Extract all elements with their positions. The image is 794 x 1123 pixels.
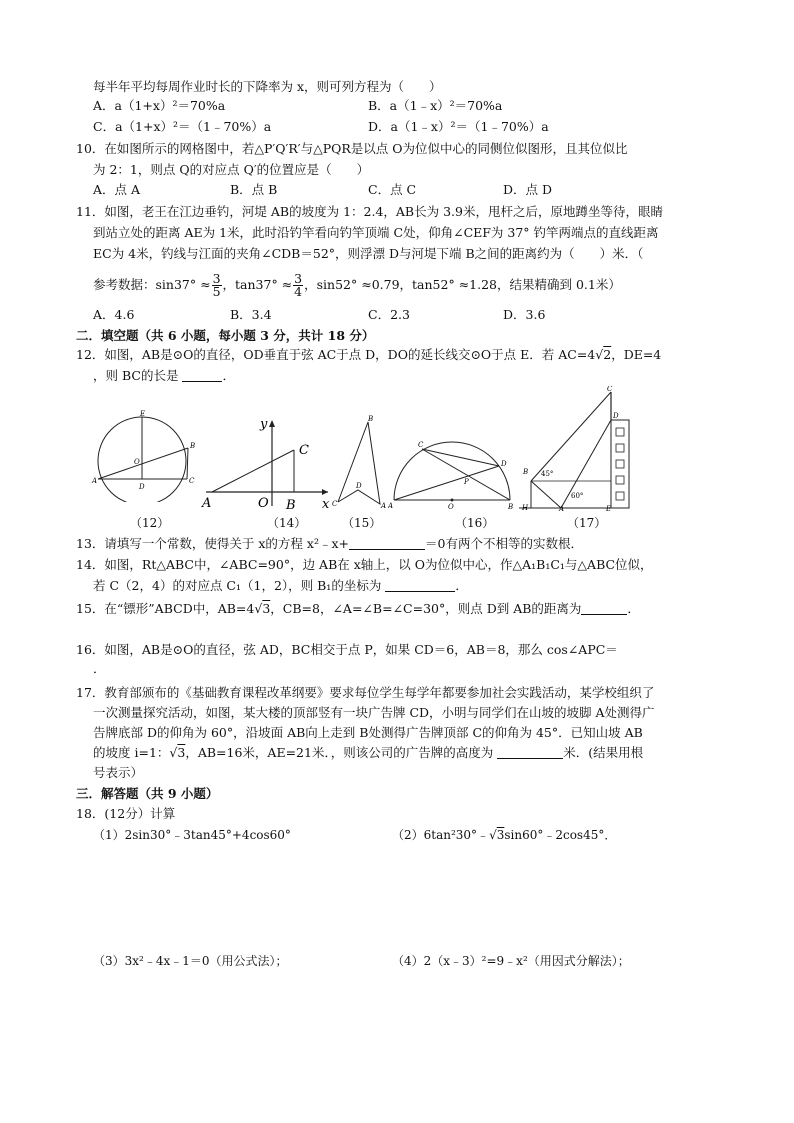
q10-option-c: C．点 C	[368, 182, 417, 197]
caption-17: （17）	[567, 516, 607, 530]
sqrt-symbol: √	[254, 601, 263, 616]
q11-option-c: C．2.3	[368, 307, 410, 322]
q10-line1: 10．在如图所示的网格图中，若△P′Q′R′与△PQR是以点 O为位似中心的同侧位似图形，且其位似比	[76, 141, 628, 156]
caption-15: （15）	[342, 516, 382, 530]
svg-text:O: O	[134, 458, 140, 466]
svg-text:H: H	[522, 504, 529, 512]
svg-text:P: P	[464, 478, 469, 486]
q18-part3: （3）3x²﹣4x﹣1＝0（用公式法）；	[93, 954, 288, 968]
q12-radicand: 2	[603, 347, 612, 362]
svg-text:C: C	[299, 443, 309, 458]
q11-line1: 11．如图，老王在江边垂钓，河堤 AB的坡度为 1：2.4，AB长为 3.9米，甩杆之后，原地蹲坐等待，眼睛	[76, 204, 663, 219]
q12-line2: ，则 BC的长是 ．	[93, 368, 235, 383]
q11-line2: 到站立处的距离 AE为 1米，此时沿钓竿看向钓竿顶端 C处，仰角∠CEF为 37° 钓竿两端点的直线距离	[93, 225, 659, 240]
svg-text:A: A	[92, 477, 98, 485]
q9-option-a: A．a（1+x）²＝70%a	[93, 98, 226, 113]
q18-part1: （1）2sin30°﹣3tan45°+4cos60°	[93, 828, 291, 842]
fraction-3-4: $\frac{3}{4}$	[294, 271, 303, 299]
svg-text:C: C	[418, 441, 424, 449]
q10-option-a: A．点 A	[93, 182, 141, 197]
svg-text:B: B	[523, 468, 529, 476]
svg-text:A: A	[381, 502, 387, 510]
q17-line3: 告牌底部 D的仰角为 60°，沿坡面 AB向上走到 B处测得广告牌顶部 C的仰角为 45°．已知山坡 AB	[93, 725, 643, 740]
caption-12: （12）	[130, 516, 170, 530]
q9-option-d: D．a（1﹣x）²＝（1﹣70%）a	[368, 119, 549, 134]
caption-14: （14）	[267, 516, 307, 530]
svg-text:B: B	[190, 442, 196, 450]
svg-text:O: O	[258, 496, 269, 511]
q16-line1: 16．如图，AB是⊙O的直径，弦 AD，BC相交于点 P，如果 CD＝6，AB＝8，那么 cos∠APC＝	[76, 642, 618, 657]
figure-16-semicircle	[388, 432, 518, 512]
q14-line2: 若 C（2，4）的对应点 C₁（1，2），则 B₁的坐标为 ．	[93, 578, 468, 593]
q12-answer-blank[interactable]	[182, 369, 222, 382]
q9-option-b: B．a（1﹣x）²＝70%a	[368, 98, 503, 113]
q15: 15．在“镖形”ABCD中，AB=4√3，CB=8，∠A=∠B=∠C=30°，则点 D到 AB的距离为 ．	[76, 601, 640, 616]
q12-line1: 12．如图，AB是⊙O的直径，OD垂直于弦 AC于点 D，DO的延长线交⊙O于点 E．若 AC=4√2，DE=4	[76, 347, 662, 362]
svg-text:C: C	[189, 477, 195, 485]
svg-text:C: C	[607, 386, 613, 393]
q11-ref-a: 参考数据：sin37° ≈	[93, 277, 211, 292]
q14-answer-blank[interactable]	[385, 579, 455, 592]
svg-text:O: O	[448, 503, 454, 511]
q11-option-d: D．3.6	[503, 307, 546, 322]
figure-14-triangle	[198, 416, 338, 511]
svg-text:y: y	[260, 417, 268, 432]
svg-text:D: D	[501, 460, 507, 468]
sqrt-symbol: √	[595, 347, 604, 362]
svg-text:A: A	[388, 502, 394, 510]
svg-text:C: C	[332, 500, 338, 508]
svg-text:x: x	[322, 497, 330, 511]
svg-text:E: E	[606, 505, 612, 512]
section-fill-in-heading: 二．填空题（共 6 小题，每小题 3 分，共计 18 分）	[76, 328, 375, 343]
sqrt-symbol: √	[169, 745, 178, 760]
q17-line2: 一次测量探究活动，如图，某大楼的顶部竖有一块广告牌 CD，小明与同学们在山坡的坡脚 A处测得广	[93, 705, 655, 720]
q10-option-d: D．点 D	[503, 182, 553, 197]
q11-option-a: A．4.6	[93, 307, 135, 322]
q17-line5: 号表示）	[93, 765, 144, 780]
svg-text:D: D	[356, 482, 362, 490]
q18-part4: （4）2（x﹣3）²=9﹣x²（用因式分解法）；	[392, 954, 630, 968]
q17-line4: 的坡度 i=1：√3，AB=16米，AE=21米．，则该公司的广告牌的高度为 米．(结果用根	[93, 745, 644, 760]
q18-head: 18．(12分）计算	[76, 806, 176, 821]
svg-text:E: E	[140, 410, 146, 418]
section-solve-heading: 三．解答题（共 9 小题）	[76, 786, 219, 801]
q9-stem: 每半年平均每周作业时长的下降率为 x，则可列方程为（ ）	[93, 79, 442, 94]
caption-16: （16）	[455, 516, 495, 530]
q9-option-c: C．a（1+x）²＝（1﹣70%）a	[93, 119, 272, 134]
q11-reference-data	[93, 270, 621, 300]
q15-answer-blank[interactable]	[581, 602, 627, 615]
svg-text:60°: 60°	[571, 492, 584, 500]
q13: 13．请填写一个常数，使得关于 x的方程 x²﹣x+ ＝0有两个不相等的实数根．	[76, 536, 583, 551]
svg-text:A: A	[202, 496, 212, 511]
svg-text:B: B	[286, 498, 296, 511]
fraction-3-5: $\frac{3}{5}$	[212, 271, 221, 299]
q10-line2: 为 2：1，则点 Q的对应点 Q′的位置应是（ ）	[93, 162, 370, 177]
svg-text:D: D	[139, 483, 145, 491]
svg-text:45°: 45°	[541, 470, 554, 478]
svg-text:A: A	[559, 505, 565, 512]
sqrt-symbol: √	[489, 828, 497, 842]
q13-answer-blank[interactable]	[349, 537, 425, 550]
q17-line1: 17．教育部颁布的《基础教育课程改革纲要》要求每位学生每学年都要参加社会实践活动，某学校组织了	[76, 685, 655, 700]
figure-15-dart	[328, 410, 388, 510]
q11-ref-c: ，sin52° ≈0.79，tan52° ≈1.28，结果精确到 0.1米）	[304, 277, 621, 292]
q11-option-b: B．3.4	[230, 307, 272, 322]
figure-17-billboard	[515, 386, 640, 512]
q18-part2: （2）6tan²30°﹣√3sin60°﹣2cos45°．	[392, 828, 617, 842]
svg-text:D: D	[613, 412, 619, 420]
q17-answer-blank[interactable]	[497, 746, 563, 759]
figure-12-circle	[90, 410, 200, 502]
q11-ref-b: ，tan37° ≈	[222, 277, 293, 292]
q14-line1: 14．如图，Rt△ABC中，∠ABC=90°，边 AB在 x轴上，以 O为位似中心，作△A₁B₁C₁与△ABC位似，	[76, 557, 653, 572]
q10-option-b: B．点 B	[230, 182, 278, 197]
q11-line3: EC为 4米，钓线与江面的夹角∠CDB＝52°，则浮漂 D与河堤下端 B之间的距离约为（ ）米．（	[93, 246, 644, 261]
svg-text:B: B	[368, 415, 374, 423]
svg-text:B: B	[508, 503, 514, 511]
q16-line2: ．	[93, 661, 106, 676]
